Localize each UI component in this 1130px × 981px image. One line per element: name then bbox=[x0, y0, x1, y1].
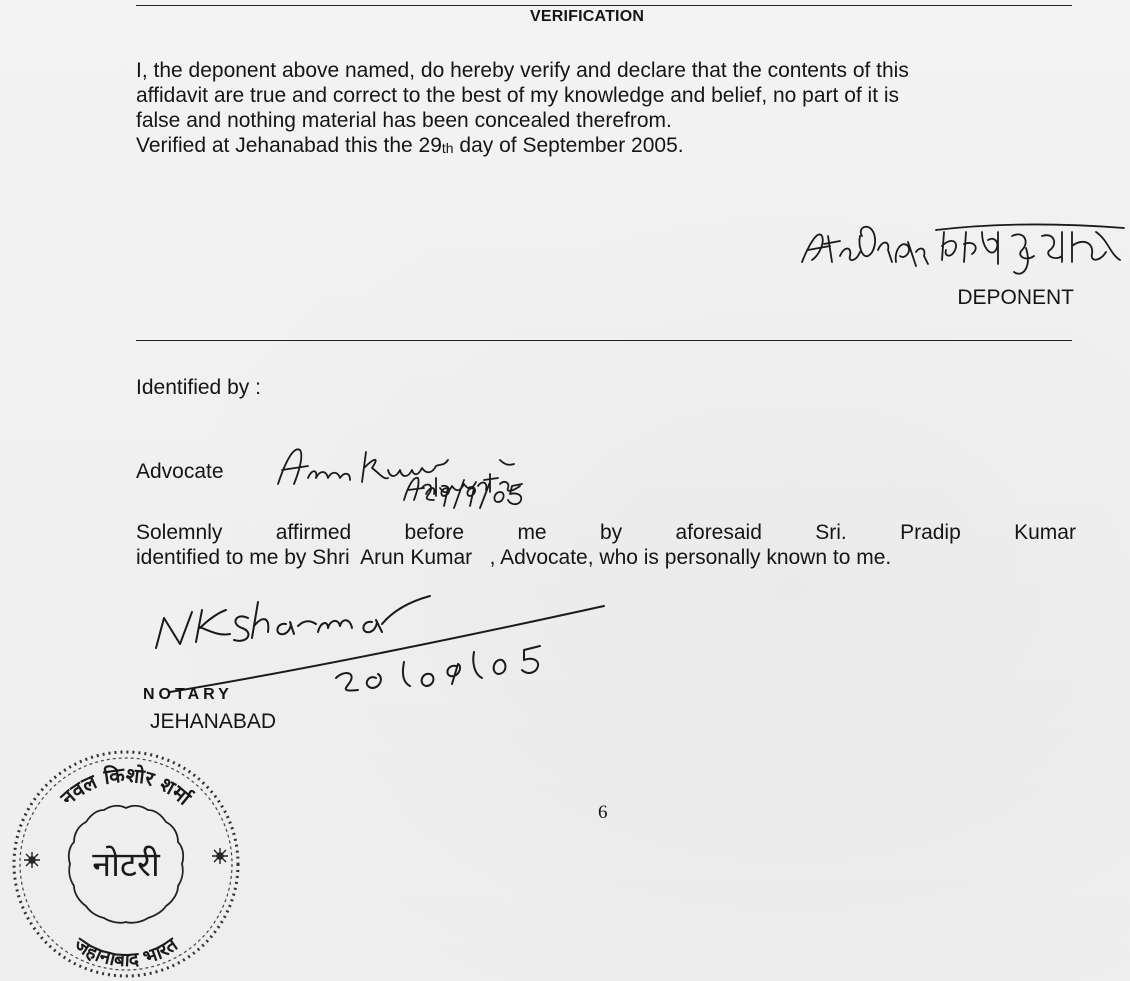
svg-text:नवल किशोर शर्मा bbox=[55, 762, 197, 810]
affirmation-paragraph bbox=[136, 520, 1076, 570]
affirmation-word: affirmed bbox=[275, 521, 352, 544]
seal-top-text: नवल किशोर शर्मा bbox=[55, 762, 196, 810]
advocate-label: Advocate bbox=[136, 460, 224, 483]
identified-by-label: Identified by : bbox=[136, 376, 261, 399]
middle-rule bbox=[136, 340, 1072, 341]
notary-seal bbox=[2, 746, 248, 978]
affirmation-line-2: identified to me by Shri Arun Kumar , Advocate, who is personally known to me. bbox=[136, 546, 892, 569]
verification-line-4-post: day of September 2005. bbox=[453, 134, 684, 157]
top-rule bbox=[136, 5, 1072, 6]
verification-line-4-pre: Verified at Jehanabad this the 29 bbox=[136, 134, 442, 157]
verification-line-3: false and nothing material has been concealed therefrom. bbox=[136, 109, 672, 132]
affirmation-line-1 bbox=[136, 520, 1076, 545]
affirmation-word: me bbox=[517, 521, 547, 544]
deponent-signature bbox=[796, 206, 1126, 284]
verification-line-4 bbox=[136, 133, 1076, 161]
advocate-signature bbox=[268, 430, 538, 508]
affirmation-word: by bbox=[599, 521, 623, 544]
verification-paragraph bbox=[136, 58, 1076, 161]
verification-line-2: affidavit are true and correct to the best of my knowledge and belief, no part of it is bbox=[136, 84, 900, 107]
seal-center-text: नोटरी bbox=[92, 845, 160, 885]
verification-line-1: I, the deponent above named, do hereby verify and declare that the contents of this bbox=[136, 59, 909, 82]
affirmation-word: Sri. bbox=[815, 521, 847, 544]
notary-label: NOTARY bbox=[143, 686, 233, 703]
ordinal-suffix: th bbox=[441, 140, 454, 156]
affirmation-word: Kumar bbox=[1014, 521, 1076, 544]
affirmation-word: Solemnly bbox=[136, 521, 223, 544]
svg-text:जहानाबाद भारत bbox=[69, 933, 182, 971]
affirmation-word: aforesaid bbox=[675, 521, 762, 544]
seal-bottom-text: जहानाबाद भारत bbox=[70, 933, 182, 972]
deponent-label: DEPONENT bbox=[957, 286, 1074, 309]
page-number: 6 bbox=[598, 802, 608, 823]
affirmation-word: Pradip bbox=[900, 521, 961, 544]
affirmation-word: before bbox=[404, 521, 465, 544]
notary-place: JEHANABAD bbox=[150, 710, 277, 733]
verification-heading: VERIFICATION bbox=[530, 8, 645, 25]
